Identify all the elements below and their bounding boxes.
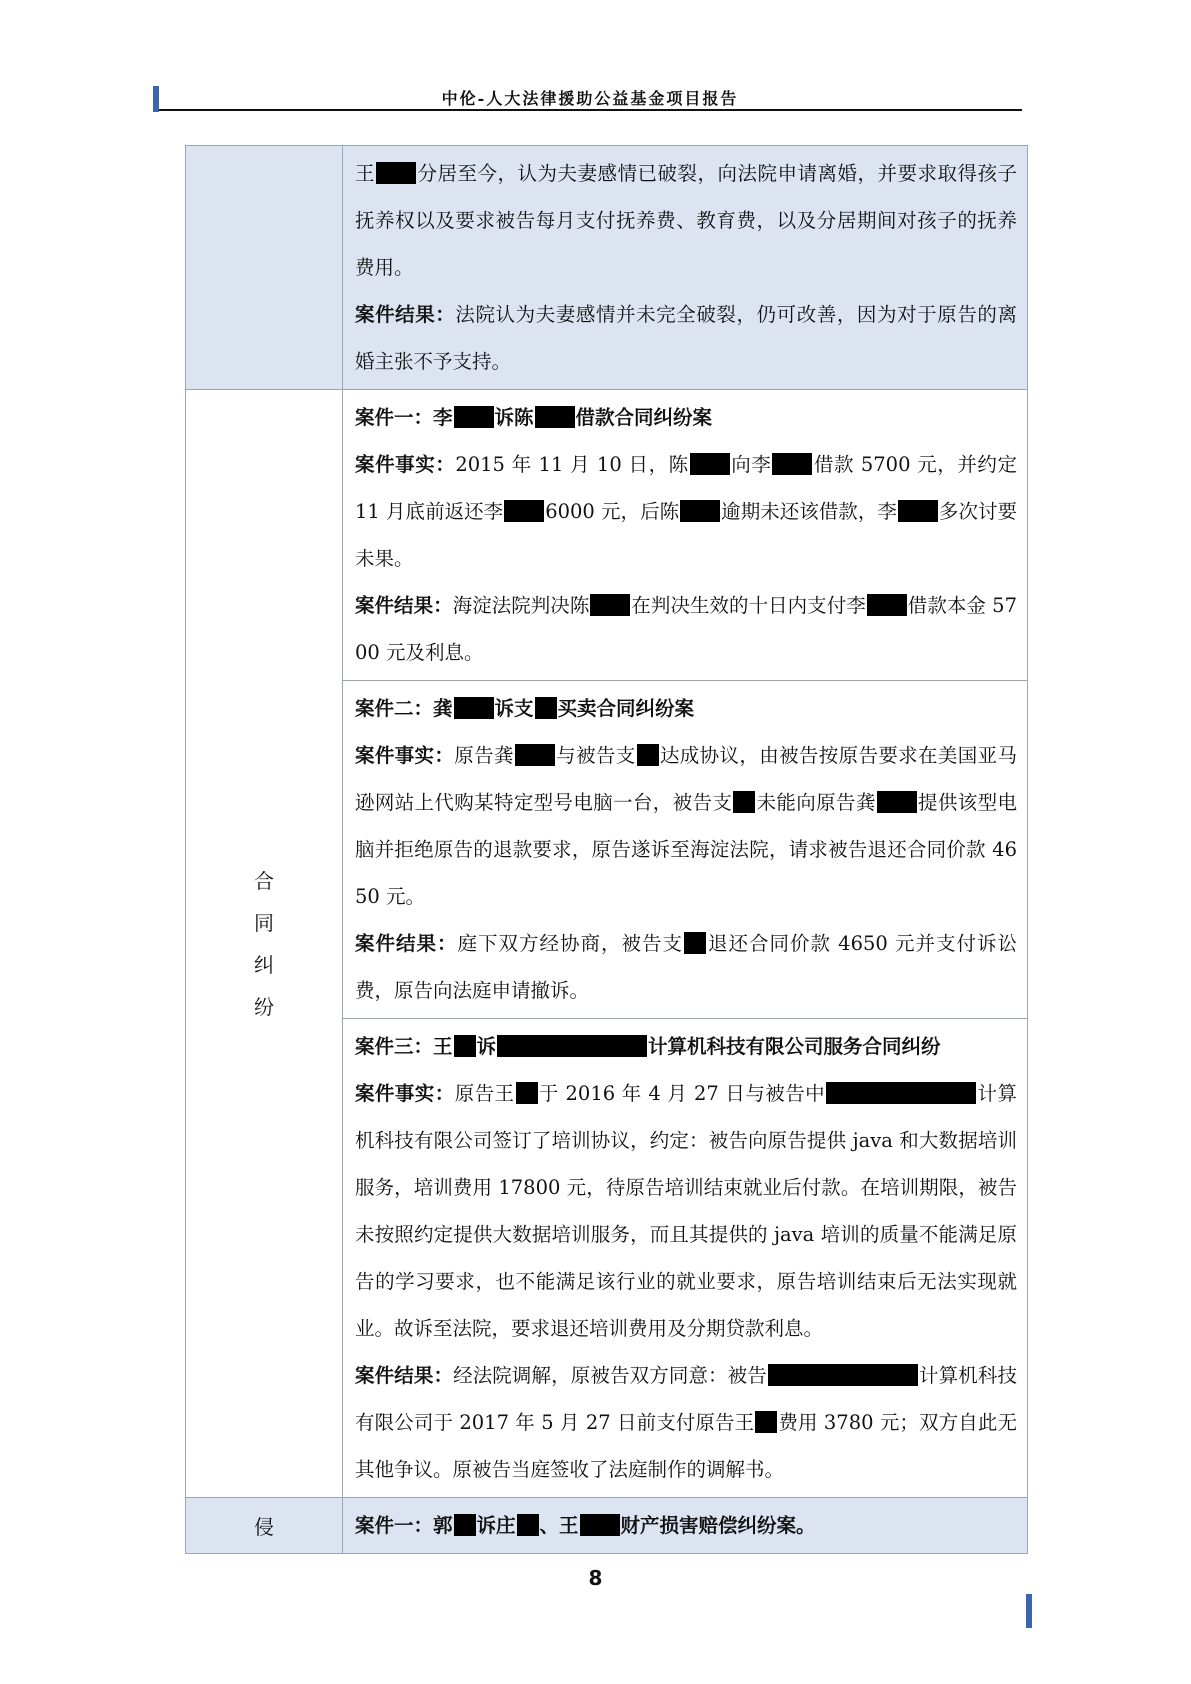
text-span: 诉 (476, 1035, 497, 1058)
facts-label: 案件事实： (355, 453, 456, 476)
case-result-paragraph (355, 582, 1017, 676)
category-char: 纷 (254, 994, 274, 1019)
redaction-block (535, 406, 575, 428)
case-content-contract-2 (343, 681, 1028, 1019)
category-char: 纠 (254, 952, 274, 977)
redaction-block (515, 744, 555, 766)
redaction-block (690, 453, 730, 475)
redaction-block (755, 1411, 777, 1433)
result-label: 案件结果： (355, 932, 458, 955)
footer-accent-bar (1026, 1594, 1032, 1628)
case-facts-paragraph (355, 441, 1017, 582)
text-span: 财产损害赔偿纠纷案。 (620, 1514, 816, 1537)
category-label-tort: 侵 (254, 1515, 274, 1539)
redaction-block (590, 594, 630, 616)
table-row (186, 390, 1028, 681)
case-title (355, 1023, 1017, 1070)
redaction-block (376, 162, 416, 184)
text-span: 逾期未还该借款，李 (721, 500, 897, 523)
case-content-tort-1 (343, 1498, 1028, 1554)
report-header-title: 中伦-人大法律援助公益基金项目报告 (441, 89, 739, 108)
case-result-paragraph (355, 291, 1017, 385)
result-label: 案件结果： (355, 1364, 454, 1387)
facts-label: 案件事实： (355, 1082, 455, 1105)
table-row (186, 1498, 1028, 1554)
redaction-block (517, 1514, 539, 1536)
redaction-block (454, 1035, 476, 1057)
case-result-paragraph (355, 1352, 1017, 1493)
text-span: 借款本金 5700 元及利息。 (355, 594, 1017, 664)
text-span: 案件二：龚 (355, 697, 453, 720)
text-span: 2015 年 11 月 10 日，陈 (455, 453, 689, 476)
case-result-paragraph (355, 920, 1017, 1014)
redaction-block (826, 1082, 976, 1104)
text-span: 未能向原告龚 (756, 791, 876, 814)
text-span: 诉陈 (494, 406, 534, 429)
text-span: 诉支 (494, 697, 534, 720)
redaction-block (497, 1035, 647, 1057)
category-char: 同 (254, 910, 274, 935)
text-span: 向李 (730, 453, 772, 476)
text-span: 提供该型电脑并拒绝原告的退款要求，原告遂诉至海淀法院，请求被告退还合同价款 4650 元。 (355, 791, 1017, 908)
redaction-block (637, 744, 659, 766)
facts-label: 案件事实： (355, 744, 455, 767)
text-span: 案件一：李 (355, 406, 453, 429)
redaction-block (454, 406, 494, 428)
case-title (355, 394, 1017, 441)
category-cell-family (186, 146, 343, 390)
case-facts-paragraph (355, 1070, 1017, 1352)
redaction-block (768, 1364, 918, 1386)
case-facts-paragraph (355, 150, 1017, 291)
redaction-block (733, 791, 755, 813)
text-span: 案件三：王 (355, 1035, 453, 1058)
redaction-block (898, 500, 938, 522)
text-span: 6000 元，后陈 (545, 500, 680, 523)
case-facts-paragraph (355, 732, 1017, 920)
redaction-block (772, 453, 812, 475)
text-span: 海淀法院判决陈 (452, 594, 590, 617)
category-label-contract (254, 860, 274, 1028)
text-span: 案件一：郭 (355, 1514, 453, 1537)
text-span: 计算机科技有限公司于 2017 年 5 月 27 日前支付原告王 (355, 1364, 1017, 1434)
case-content-family (343, 146, 1028, 390)
text-span: 退还合同价款 4650 元并支付诉讼费，原告向法庭申请撤诉。 (355, 932, 1017, 1002)
case-content-contract-3 (343, 1019, 1028, 1498)
header-rule (159, 109, 1022, 111)
text-span: 计算机科技有限公司签订了培训协议，约定：被告向原告提供 java 和大数据培训服务，培训费用 17800 元，待原告培训结束就业后付款。在培训期限，被告未按照约定提供大数据培训服务，而且其提供的 java 培训的质量不能满足原告的学习要求，也不能满足该行业的就业要求，原告培训结束后无法实现就业。故诉至法院，要求退还培训费用及分期贷款利息。 (355, 1082, 1017, 1340)
redaction-block (877, 791, 917, 813)
text-span: 买卖合同纠纷案 (557, 697, 695, 720)
redaction-block (516, 1082, 538, 1104)
category-char: 合 (254, 868, 274, 893)
redaction-block (454, 697, 494, 719)
text-span: 、王 (539, 1514, 579, 1537)
text-span: 费用 3780 元；双方自此无其他争议。原被告当庭签收了法庭制作的调解书。 (355, 1411, 1017, 1481)
category-cell-tort (186, 1498, 343, 1554)
redaction-block (580, 1514, 620, 1536)
text-span: 原告龚 (454, 744, 514, 767)
text-span: 王 (355, 162, 375, 185)
redaction-block (680, 500, 720, 522)
text-span: 法院认为夫妻感情并未完全破裂，仍可改善，因为对于原告的离婚主张不予支持。 (355, 303, 1017, 373)
text-span: 在判决生效的十日内支付李 (631, 594, 866, 617)
case-title (355, 1502, 1017, 1549)
redaction-block (867, 594, 907, 616)
case-table (185, 145, 1028, 1554)
text-span: 与被告支 (555, 744, 636, 767)
redaction-block (535, 697, 557, 719)
redaction-block (504, 500, 544, 522)
redaction-block (454, 1514, 476, 1536)
text-span: 原告王 (454, 1082, 515, 1105)
text-span: 经法院调解，原被告双方同意：被告 (453, 1364, 767, 1387)
category-cell-contract (186, 390, 343, 1498)
result-label: 案件结果： (355, 594, 453, 617)
text-span: 分居至今，认为夫妻感情已破裂，向法院申请离婚，并要求取得孩子抚养权以及要求被告每月支付抚养费、教育费，以及分居期间对孩子的抚养费用。 (355, 162, 1017, 279)
text-span: 计算机科技有限公司服务合同纠纷 (648, 1035, 941, 1058)
result-label: 案件结果： (355, 303, 456, 326)
page-number: 8 (588, 1566, 603, 1590)
text-span: 借款合同纠纷案 (575, 406, 713, 429)
redaction-block (684, 932, 706, 954)
case-content-contract-1 (343, 390, 1028, 681)
text-span: 庭下双方经协商，被告支 (457, 932, 683, 955)
table-row (186, 146, 1028, 390)
text-span: 于 2016 年 4 月 27 日与被告中 (538, 1082, 826, 1105)
text-span: 多次讨要未果。 (355, 500, 1017, 570)
text-span: 借款 5700 元，并约定 11 月底前返还李 (355, 453, 1017, 523)
case-title (355, 685, 1017, 732)
text-span: 达成协议，由被告按原告要求在美国亚马逊网站上代购某特定型号电脑一台，被告支 (355, 744, 1017, 814)
text-span: 诉庄 (476, 1514, 516, 1537)
